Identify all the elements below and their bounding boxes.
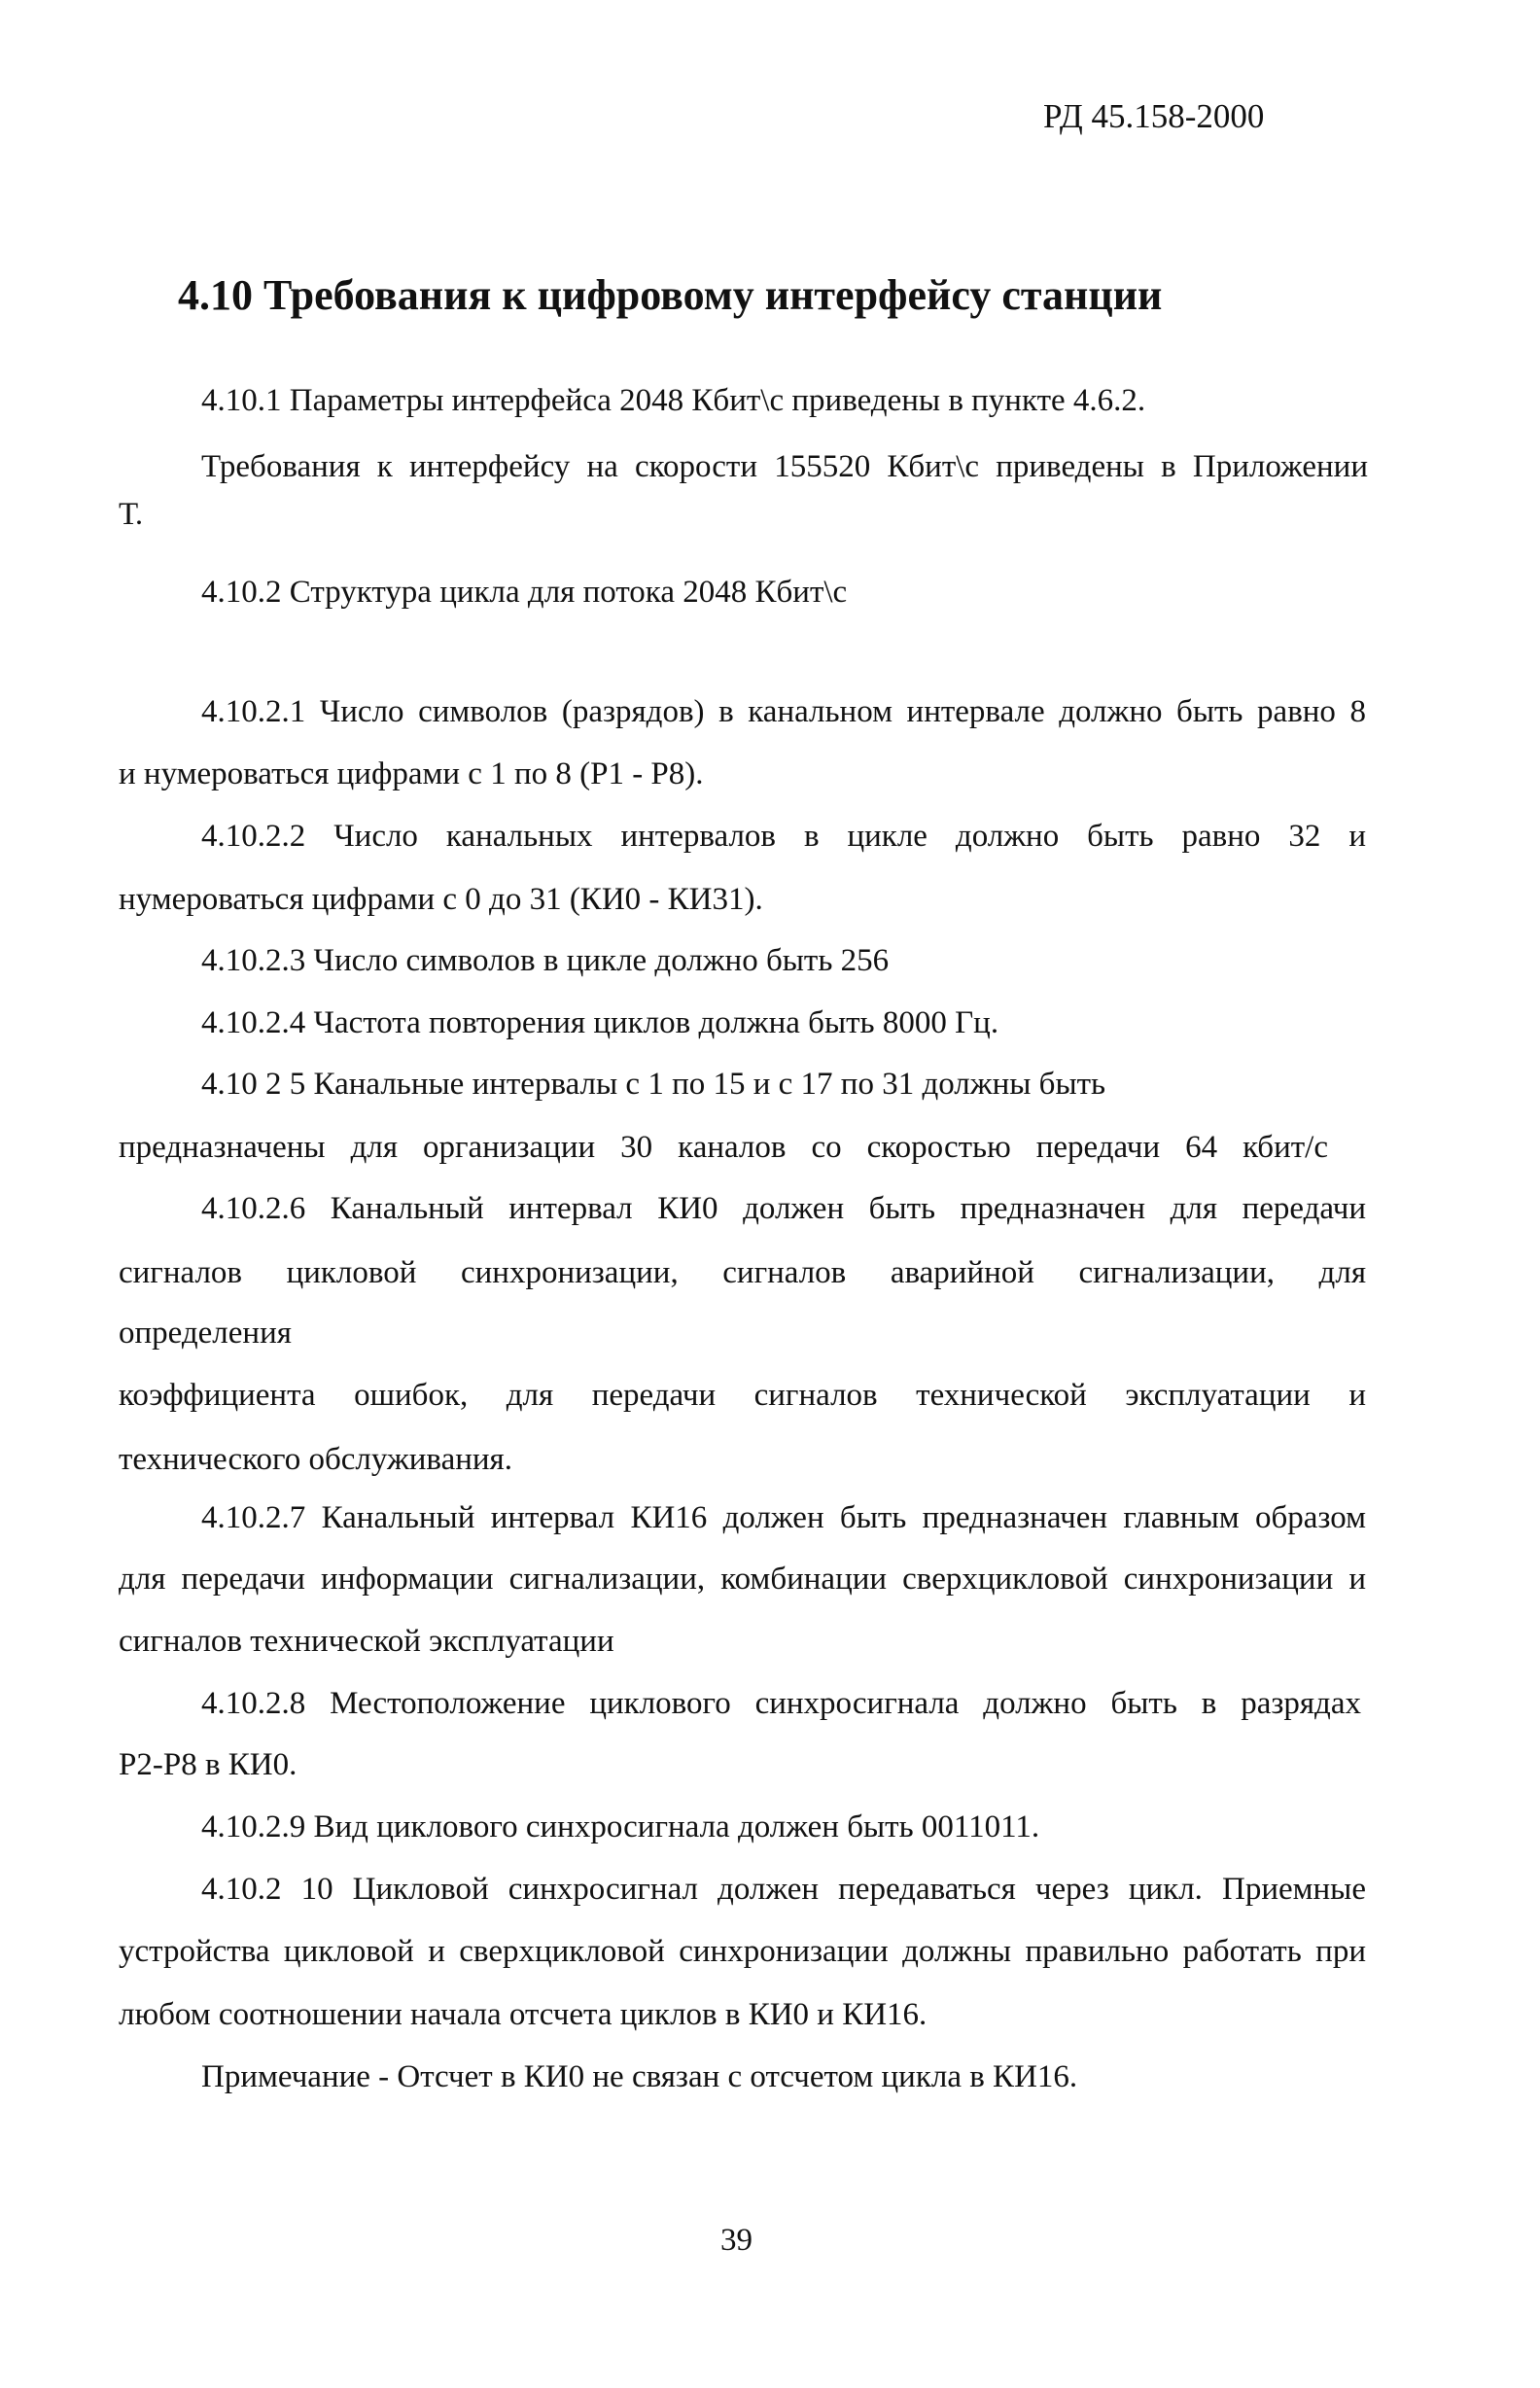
text-line-appendix-t: Т. bbox=[119, 497, 144, 532]
text-line-4-10-1-cont: Требования к интерфейсу на скорости 155520 Кбит\с приведены в Приложении bbox=[201, 449, 1368, 484]
text-line-4-10-2-8-cont: Р2-Р8 в КИ0. bbox=[119, 1747, 298, 1782]
text-line-4-10-2-7-cont1: для передачи информации сигнализации, комбинации сверхцикловой синхронизации и bbox=[119, 1562, 1366, 1597]
text-line-4-10-2-10-cont2: любом соотношении начала отсчета циклов в КИ0 и КИ16. bbox=[119, 1997, 928, 2032]
text-line-4-10-2-1: 4.10.2.1 Число символов (разрядов) в канальном интервале должно быть равно 8 bbox=[201, 694, 1366, 729]
text-line-4-10-2-8: 4.10.2.8 Местоположение циклового синхросигнала должно быть в разрядах bbox=[201, 1686, 1361, 1721]
text-line-4-10-2-2: 4.10.2.2 Число канальных интервалов в цикле должно быть равно 32 и bbox=[201, 819, 1366, 854]
text-line-4-10-2-2-cont: нумероваться цифрами с 0 до 31 (КИ0 - КИ31). bbox=[119, 882, 763, 917]
text-line-4-10-2-3: 4.10.2.3 Число символов в цикле должно быть 256 bbox=[201, 943, 890, 978]
text-line-4-10-2-10-cont1: устройства цикловой и сверхцикловой синхронизации должны правильно работать при bbox=[119, 1934, 1366, 1969]
text-line-4-10-2-4: 4.10.2.4 Частота повторения циклов должна быть 8000 Гц. bbox=[201, 1005, 999, 1040]
text-line-4-10-2-6-cont4: технического обслуживания. bbox=[119, 1442, 512, 1477]
text-line-4-10-2-5-cont: предназначены для организации 30 каналов со скоростью передачи 64 кбит/с bbox=[119, 1130, 1328, 1165]
section-title: 4.10 Требования к цифровому интерфейсу станции bbox=[178, 271, 1163, 319]
text-line-4-10-2-6-cont3: коэффициента ошибок, для передачи сигналов технической эксплуатации и bbox=[119, 1378, 1366, 1413]
text-line-4-10-2-6: 4.10.2.6 Канальный интервал КИ0 должен быть предназначен для передачи bbox=[201, 1191, 1366, 1226]
page-number: 39 bbox=[720, 2223, 752, 2258]
text-line-4-10-2-10: 4.10.2 10 Цикловой синхросигнал должен передаваться через цикл. Приемные bbox=[201, 1872, 1366, 1907]
document-code: РД 45.158-2000 bbox=[1043, 97, 1265, 135]
text-line-4-10-2-7-cont2: сигналов технической эксплуатации bbox=[119, 1624, 614, 1659]
note-line: Примечание - Отсчет в КИ0 не связан с отсчетом цикла в КИ16. bbox=[201, 2059, 1078, 2094]
text-line-4-10-2-9: 4.10.2.9 Вид циклового синхросигнала должен быть 0011011. bbox=[201, 1809, 1040, 1844]
text-line-4-10-2: 4.10.2 Структура цикла для потока 2048 Кбит\с bbox=[201, 575, 848, 610]
text-line-4-10-2-6-cont1: сигналов цикловой синхронизации, сигналов аварийной сигнализации, для bbox=[119, 1255, 1366, 1290]
text-line-4-10-2-1-cont: и нумероваться цифрами с 1 по 8 (Р1 - Р8). bbox=[119, 756, 704, 791]
text-line-4-10-2-6-cont2: определения bbox=[119, 1316, 292, 1351]
text-line-4-10-2-7: 4.10.2.7 Канальный интервал КИ16 должен быть предназначен главным образом bbox=[201, 1500, 1366, 1535]
text-line-4-10-1: 4.10.1 Параметры интерфейса 2048 Кбит\с приведены в пункте 4.6.2. bbox=[201, 383, 1146, 418]
text-line-4-10-2-5: 4.10 2 5 Канальные интервалы с 1 по 15 и с 17 по 31 должны быть bbox=[201, 1067, 1106, 1102]
